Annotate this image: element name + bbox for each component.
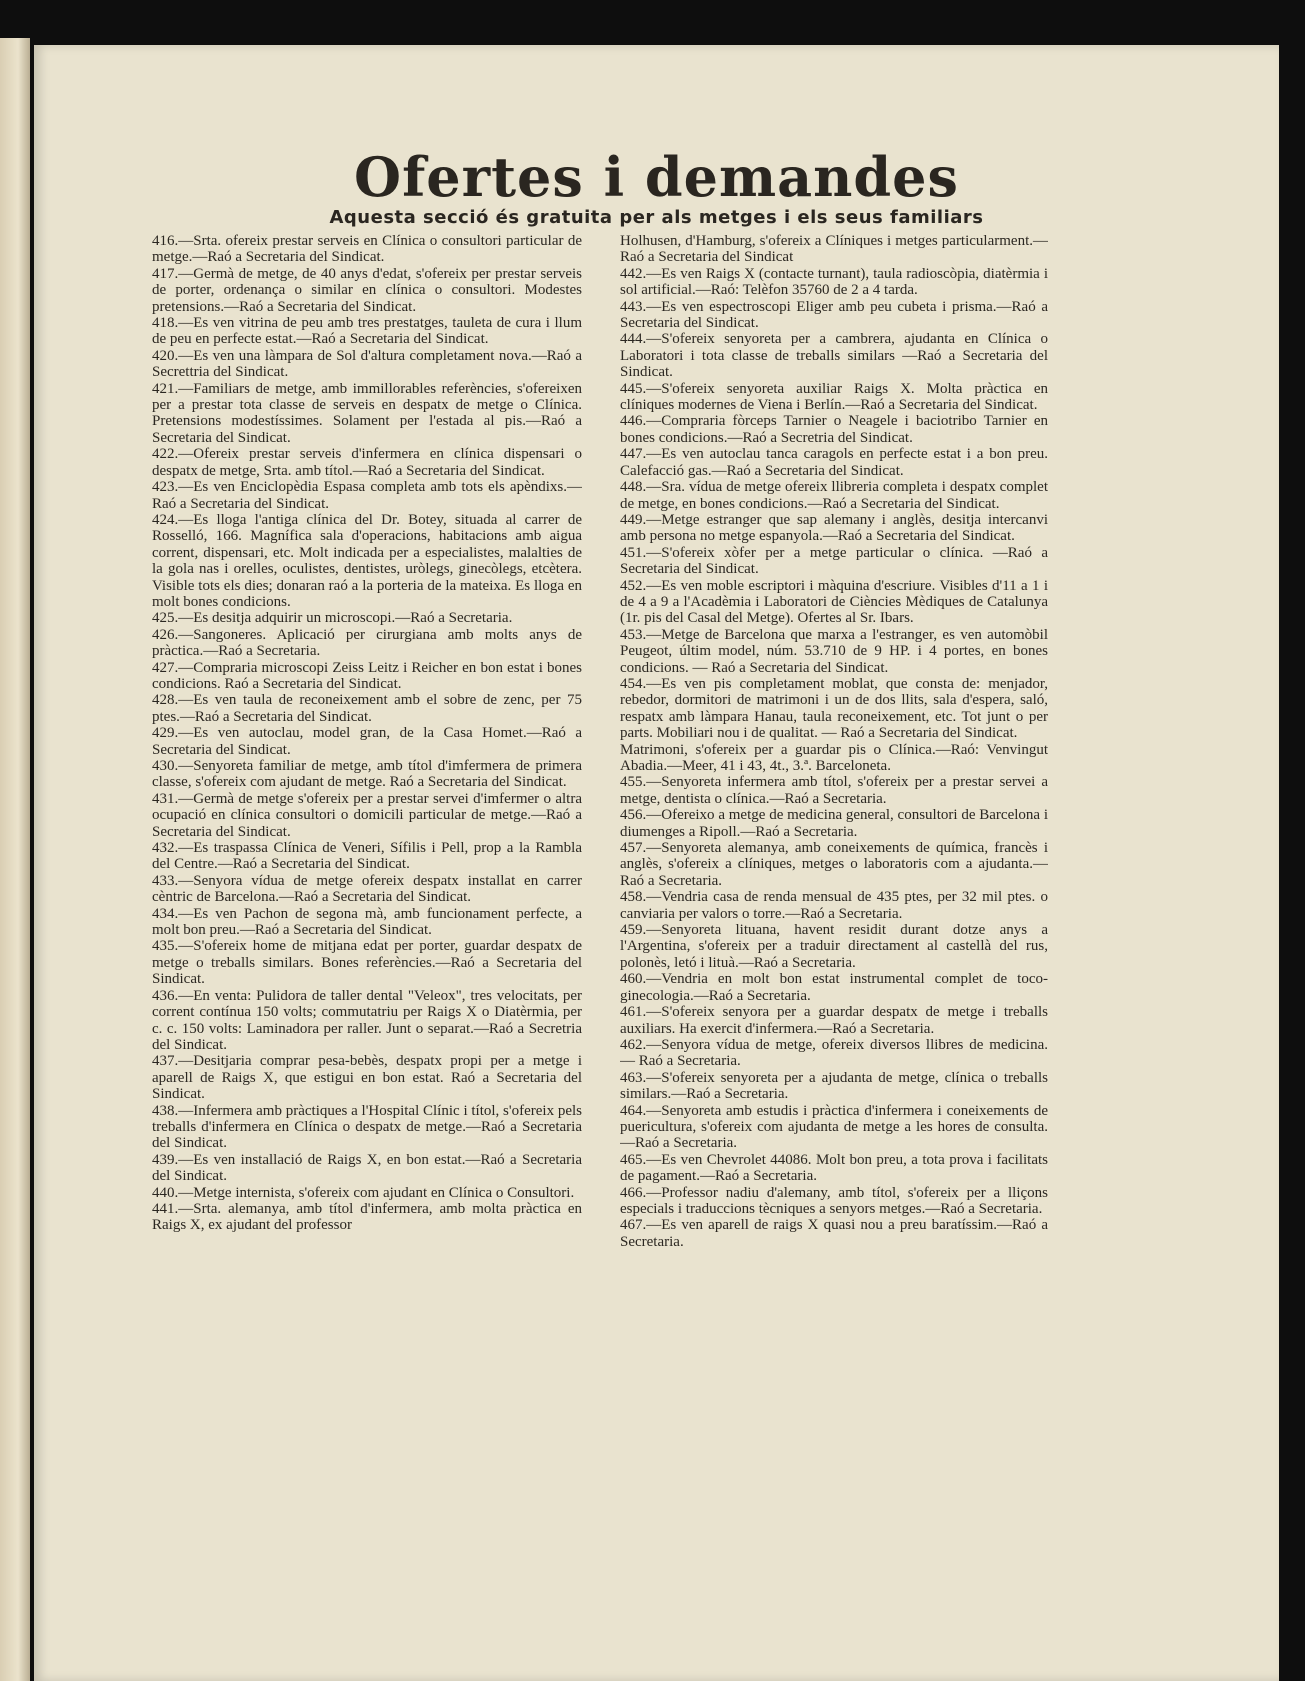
listing-entry: 451.—S'ofereix xòfer per a metge particular o clínica. —Raó a Secretaria del Sindicat. (620, 544, 1048, 578)
listing-entry: 446.—Compraria fòrceps Tarnier o Neagele i baciotribo Tarnier en bones condicions.—Raó a Secretria del Sindicat. (620, 413, 1048, 446)
listing-entry: 439.—Es ven installació de Raigs X, en bon estat.—Raó a Secretaria del Sindicat. (152, 1151, 582, 1185)
listing-entry: 436.—En venta: Pulidora de taller dental "Veleox", tres velocitats, per corrent contínua 150 volts; commutatriu per Raigs X o Diatèrmia, per c. c. 150 volts: Laminadora per raller. Junt o separat.—Raó a Secretria del Sindicat. (152, 987, 582, 1053)
listing-entry: 466.—Professor nadiu d'alemany, amb títol, s'ofereix per a lliçons especials i traduccions tècniques a senyors metges.—Raó a Secretaria. (620, 1184, 1048, 1217)
listing-entry: 438.—Infermera amb pràctiques a l'Hospital Clínic i títol, s'ofereix pels treballs d'infermera en Clínica o despatx de metge.—Raó a Secretaria del Sindicat. (152, 1102, 582, 1152)
listing-entry: 453.—Metge de Barcelona que marxa a l'estranger, es ven automòbil Peugeot, últim model, núm. 53.710 de 9 HP. i 4 portes, en bones condicions. — Raó a Secretaria del Sindicat. (620, 626, 1048, 676)
listing-entry: 456.—Ofereixo a metge de medicina general, consultori de Barcelona i diumenges a Ripoll.—Raó a Secretaria. (620, 807, 1048, 840)
listing-entry: 422.—Ofereix prestar serveis d'infermera en clínica dispensari o despatx de metge, Srta. amb títol.—Raó a Secretaria del Sindicat. (152, 446, 582, 479)
listing-entry: 434.—Es ven Pachon de segona mà, amb funcionament perfecte, a molt bon preu.—Raó a Secretaria del Sindicat. (152, 905, 582, 939)
listing-entry: 463.—S'ofereix senyoreta per a ajudanta de metge, clínica o treballs similars.—Raó a Secretaria. (620, 1069, 1048, 1103)
listing-entry: 418.—Es ven vitrina de peu amb tres prestatges, tauleta de cura i llum de peu en perfecte estat.—Raó a Secretaria del Sindicat. (152, 315, 582, 348)
listing-entry: Matrimoni, s'ofereix per a guardar pis o Clínica.—Raó: Venvingut Abadia.—Meer, 41 i 43, 4t., 3.ª. Barceloneta. (620, 741, 1048, 774)
right-column (620, 233, 1048, 1593)
listing-entry: Holhusen, d'Hamburg, s'ofereix a Clíniques i metges particularment.—Raó a Secretaria del Sindicat (620, 233, 1048, 266)
listing-entry: 430.—Senyoreta familiar de metge, amb títol d'imfermera de primera classe, s'ofereix com ajudant de metge. Raó a Secretaria del Sindicat. (152, 758, 582, 791)
listing-entry: 460.—Vendria en molt bon estat instrumental complet de toco-ginecologia.—Raó a Secretaria. (620, 971, 1048, 1004)
listing-entry: 447.—Es ven autoclau tanca caragols en perfecte estat i a bon preu. Calefacció gas.—Raó a Secretaria del Sindicat. (620, 446, 1048, 479)
previous-page-edge (0, 38, 30, 1681)
listing-entry: 425.—Es desitja adquirir un microscopi.—Raó a Secretaria. (152, 610, 513, 627)
listing-entry: 457.—Senyoreta alemanya, amb coneixements de química, francès i anglès, s'ofereix a clíniques, metges o laboratoris com a ajudanta.—Raó a Secretaria. (620, 840, 1048, 889)
listing-entry: 444.—S'ofereix senyoreta per a cambrera, ajudanta en Clínica o Laboratori i tota classe de treballs similars —Raó a Secretaria del Sindicat. (620, 331, 1048, 381)
listing-entry: 442.—Es ven Raigs X (contacte turnant), taula radioscòpia, diatèrmia i sol artificial.—Raó: Telèfon 35760 de 2 a 4 tarda. (620, 265, 1048, 299)
page-title: Ofertes i demandes (354, 145, 959, 209)
listing-entry: 467.—Es ven aparell de raigs X quasi nou a preu baratíssim.—Raó a Secretaria. (620, 1217, 1048, 1250)
page-subtitle: Aquesta secció és gratuita per als metges i els seus familiars (329, 207, 984, 228)
listing-entry: 441.—Srta. alemanya, amb títol d'infermera, amb molta pràctica en Raigs X, ex ajudant del professor (152, 1200, 582, 1234)
listing-entry: 426.—Sangoneres. Aplicació per cirurgiana amb molts anys de pràctica.—Raó a Secretaria. (152, 626, 582, 660)
listing-entry: 462.—Senyora vídua de metge, ofereix diversos llibres de medicina. — Raó a Secretaria. (620, 1036, 1048, 1070)
listing-entry: 465.—Es ven Chevrolet 44086. Molt bon preu, a tota prova i facilitats de pagament.—Raó a Secretaria. (620, 1151, 1048, 1185)
listing-entry: 421.—Familiars de metge, amb immillorables referències, s'ofereixen per a prestar tota classe de serveis en despatx de metge o Clínica. Pretensions modestíssimes. Solament per l'estada al pis.—Raó a Secretaria del Sindicat. (152, 380, 582, 446)
listing-entry: 448.—Sra. vídua de metge ofereix llibreria completa i despatx complet de metge, en bones condicions.—Raó a Secretaria del Sindicat. (620, 479, 1048, 512)
listing-entry: 454.—Es ven pis completament moblat, que consta de: menjador, rebedor, dormitori de matrimoni i un de dos llits, sala d'espera, saló, respatx amb làmpara Hanau, taula reconeixement, etc. Tot junt o per parts. Mobiliari nou i de qualitat. — Raó a Secretaria del Sindicat. (620, 675, 1048, 742)
listing-entry: 443.—Es ven espectroscopi Eliger amb peu cubeta i prisma.—Raó a Secretaria del Sindicat. (620, 298, 1048, 332)
listing-entry: 431.—Germà de metge s'ofereix per a prestar servei d'imfermer o altra ocupació en clínica consultori o domicili particular de metge.—Raó a Secretaria del Sindicat. (152, 790, 582, 840)
listing-entry: 452.—Es ven moble escriptori i màquina d'escriure. Visibles d'11 a 1 i de 4 a 9 a l'Acadèmia i Laboratori de Ciències Mèdiques de Catalunya (1r. pis del Casal del Metge). Ofertes al Sr. Ibars. (620, 577, 1048, 627)
listing-entry: 458.—Vendria casa de renda mensual de 435 ptes, per 32 mil ptes. o canviaria per valors o torre.—Raó a Secretaria. (620, 889, 1048, 922)
listing-entry: 435.—S'ofereix home de mitjana edat per porter, guardar despatx de metge o treballs similars. Bones referències.—Raó a Secretaria del Sindicat. (152, 938, 582, 988)
listing-entry: 427.—Compraria microscopi Zeiss Leitz i Reicher en bon estat i bones condicions. Raó a Secretaria del Sindicat. (152, 659, 582, 692)
listing-entry: 437.—Desitjaria comprar pesa-bebès, despatx propi per a metge i aparell de Raigs X, que estigui en bon estat. Raó a Secretaria del Sindicat. (152, 1053, 582, 1103)
listing-entry: 429.—Es ven autoclau, model gran, de la Casa Homet.—Raó a Secretaria del Sindicat. (152, 725, 582, 758)
listing-entry: 445.—S'ofereix senyoreta auxiliar Raigs X. Molta pràctica en clíniques modernes de Viena i Berlín.—Raó a Secretaria del Sindicat. (620, 380, 1048, 414)
listing-entry: 417.—Germà de metge, de 40 anys d'edat, s'ofereix per prestar serveis de porter, ordenança o similar en clínica o consultori. Modestes pretensions.—Raó a Secretaria del Sindicat. (152, 265, 582, 315)
listing-entry: 423.—Es ven Enciclopèdia Espasa completa amb tots els apèndixs.—Raó a Secretaria del Sindicat. (152, 479, 582, 512)
listing-entry: 461.—S'ofereix senyora per a guardar despatx de metge i treballs auxiliars. Ha exercit d'infermera.—Raó a Secretaria. (620, 1004, 1048, 1037)
left-column (152, 233, 582, 1593)
listing-entry: 416.—Srta. ofereix prestar serveis en Clínica o consultori particular de metge.—Raó a Secretaria del Sindicat. (152, 233, 582, 266)
listing-entry: 449.—Metge estranger que sap alemany i anglès, desitja intercanvi amb persona no metge espanyola.—Raó a Secretaria del Sindicat. (620, 511, 1048, 545)
listing-entry: 420.—Es ven una làmpara de Sol d'altura completament nova.—Raó a Secrettria del Sindicat. (152, 347, 582, 381)
listing-entry: 459.—Senyoreta lituana, havent residit durant dotze anys a l'Argentina, s'ofereix per a traduir directament al castellà del rus, polonès, letó i lituà.—Raó a Secretaria. (620, 922, 1048, 971)
listing-entry: 433.—Senyora vídua de metge ofereix despatx installat en carrer cèntric de Barcelona.—Raó a Secretaria del Sindicat. (152, 872, 582, 906)
listing-entry: 432.—Es traspassa Clínica de Veneri, Sífilis i Pell, prop a la Rambla del Centre.—Raó a Secretaria del Sindicat. (152, 840, 582, 873)
listing-entry: 428.—Es ven taula de reconeixement amb el sobre de zenc, per 75 ptes.—Raó a Secretaria del Sindicat. (152, 692, 582, 725)
listing-entry: 455.—Senyoreta infermera amb títol, s'ofereix per a prestar servei a metge, dentista o clínica.—Raó a Secretaria. (620, 774, 1048, 807)
document-page (34, 45, 1279, 1681)
listing-entry: 424.—Es lloga l'antiga clínica del Dr. Botey, situada al carrer de Rosselló, 166. Magnífica sala d'operacions, habitacions amb aigua corrent, dispensari, etc. Molt indicada per a especialistes, malalties de la gola nas i orelles, oculistes, dentistes, uròlegs, ginecòlegs, etcètera. Visible tots els dies; donaran raó a la porteria de la mateixa. Es lloga en molt bones condicions. (152, 511, 582, 610)
listing-entry: 464.—Senyoreta amb estudis i pràctica d'infermera i coneixements de puericultura, s'ofereix com ajudanta de metge a les hores de consulta.—Raó a Secretaria. (620, 1102, 1048, 1152)
listing-entry: 440.—Metge internista, s'ofereix com ajudant en Clínica o Consultori. (152, 1184, 575, 1201)
